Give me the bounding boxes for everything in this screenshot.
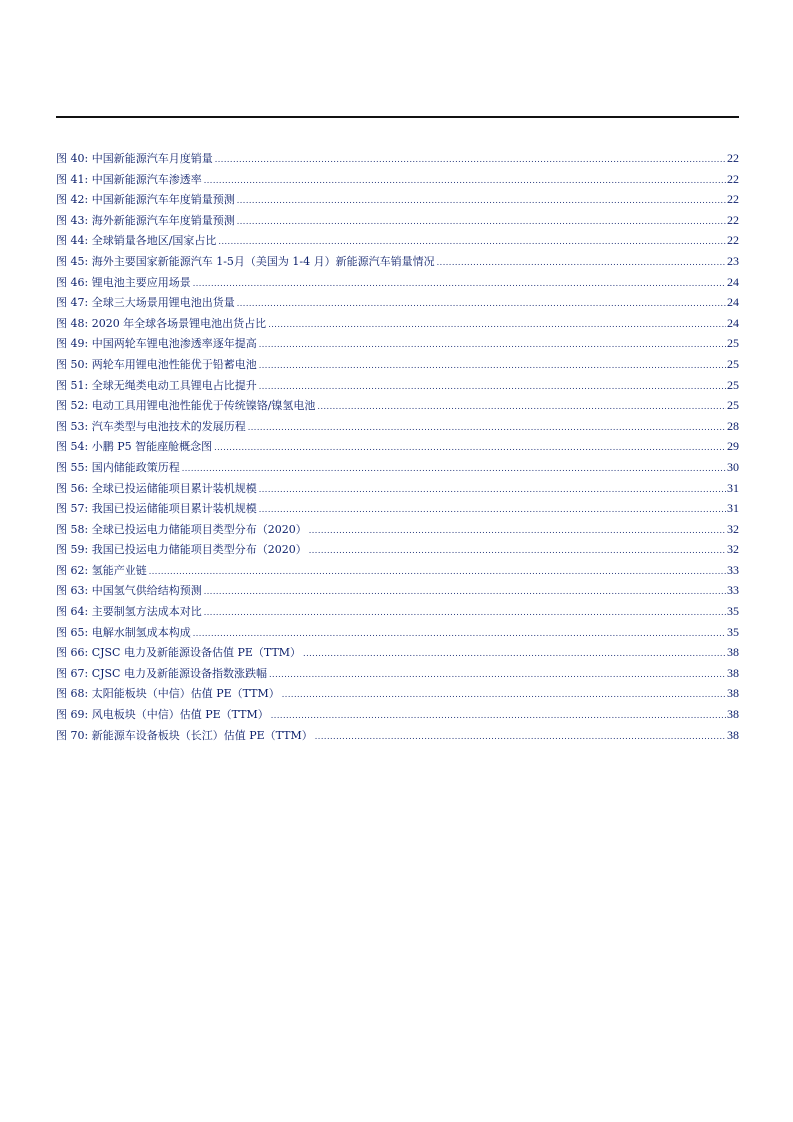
toc-entry-page: 22 [727,212,739,227]
toc-entry-label: 图 44: 全球销量各地区/国家占比 [56,234,217,248]
toc-entry[interactable] [56,354,739,375]
toc-entry-page: 29 [727,439,739,454]
dot-leader [309,541,726,562]
toc-entry-page: 23 [727,253,739,268]
toc-entry-label: 图 50: 两轮车用锂电池性能优于铅蓄电池 [56,357,257,371]
dot-leader [259,335,726,356]
toc-entry-label: 图 40: 中国新能源汽车月度销量 [56,152,213,165]
dot-leader [259,480,726,501]
toc-entry-page: 24 [727,315,739,330]
toc-entry-label: 图 41: 中国新能源汽车渗透率 [56,172,202,186]
toc-entry-label: 图 55: 国内储能政策历程 [56,460,180,474]
toc-entry-page: 22 [727,151,739,165]
toc-entry[interactable] [56,189,739,210]
toc-entry[interactable] [56,498,739,519]
toc-entry[interactable] [56,457,739,478]
toc-entry-page: 31 [727,480,739,495]
toc-entry-page: 31 [727,501,739,516]
toc-entry-label: 图 59: 我国已投运电力储能项目类型分布（2020） [56,543,307,557]
toc-entry-page: 22 [727,192,739,207]
toc-entry[interactable] [56,436,739,457]
toc-entry-label: 图 47: 全球三大场景用锂电池出货量 [56,296,235,310]
toc-entry[interactable] [56,395,739,416]
toc-entry-label: 图 51: 全球无绳类电动工具锂电占比提升 [56,378,257,392]
toc-entry[interactable] [56,416,739,437]
toc-entry[interactable] [56,333,739,354]
toc-entry-page: 38 [727,665,739,680]
toc-entry[interactable] [56,292,739,313]
dot-leader [204,171,726,192]
dot-leader [193,274,726,295]
toc-entry-page: 32 [727,521,739,536]
toc-entry-label: 图 45: 海外主要国家新能源汽车 1-5月（美国为 1-4 月）新能源汽车销量情况 [56,254,435,268]
dot-leader [282,685,726,706]
toc-entry-label: 图 58: 全球已投运电力储能项目类型分布（2020） [56,522,307,536]
toc-entry[interactable] [56,169,739,190]
toc-entry-page: 25 [727,398,739,413]
dot-leader [269,665,726,686]
header-rule [56,116,739,118]
toc-entry-page: 24 [727,295,739,310]
toc-entry[interactable] [56,210,739,231]
dot-leader [215,150,726,171]
toc-entry-label: 图 62: 氢能产业链 [56,563,147,577]
toc-entry-page: 35 [727,604,739,619]
toc-entry-label: 图 52: 电动工具用锂电池性能优于传统镍铬/镍氢电池 [56,399,316,413]
toc-entry-label: 图 49: 中国两轮车锂电池渗透率逐年提高 [56,337,257,351]
toc-entry-page: 22 [727,171,739,186]
toc-entry-label: 图 69: 风电板块（中信）估值 PE（TTM） [56,708,269,722]
toc-entry[interactable] [56,704,739,725]
dot-leader [237,212,726,233]
dot-leader [259,356,726,377]
toc-entry-label: 图 46: 锂电池主要应用场景 [56,275,191,289]
toc-entry-page: 38 [727,707,739,722]
table-of-figures [56,148,739,745]
dot-leader [204,582,726,603]
toc-entry-page: 32 [727,542,739,557]
toc-entry[interactable] [56,230,739,251]
toc-entry-page: 38 [727,645,739,660]
toc-entry-page: 30 [727,459,739,474]
toc-entry[interactable] [56,272,739,293]
toc-entry-page: 24 [727,274,739,289]
toc-entry[interactable] [56,375,739,396]
dot-leader [149,562,726,583]
toc-entry[interactable] [56,519,739,540]
dot-leader [268,315,726,336]
toc-entry[interactable] [56,313,739,334]
toc-entry[interactable] [56,580,739,601]
toc-entry-page: 38 [727,686,739,701]
dot-leader [309,521,726,542]
toc-entry-label: 图 66: CJSC 电力及新能源设备估值 PE（TTM） [56,646,302,660]
dot-leader [237,191,726,212]
toc-entry-label: 图 65: 电解水制氢成本构成 [56,625,191,639]
toc-entry-label: 图 56: 全球已投运储能项目累计装机规模 [56,481,257,495]
toc-entry[interactable] [56,148,739,169]
dot-leader [204,603,726,624]
dot-leader [259,377,726,398]
toc-entry[interactable] [56,539,739,560]
toc-entry[interactable] [56,663,739,684]
toc-entry-page: 33 [727,562,739,577]
toc-entry-page: 28 [727,418,739,433]
toc-entry-label: 图 68: 太阳能板块（中信）估值 PE（TTM） [56,687,280,701]
dot-leader [248,418,726,439]
toc-entry-page: 33 [727,583,739,598]
toc-entry-label: 图 57: 我国已投运储能项目累计装机规模 [56,502,257,516]
toc-entry-page: 25 [727,336,739,351]
toc-entry-label: 图 63: 中国氢气供给结构预测 [56,584,202,598]
toc-entry-label: 图 54: 小鹏 P5 智能座舱概念图 [56,440,213,454]
toc-entry[interactable] [56,601,739,622]
toc-entry-page: 38 [727,727,739,742]
toc-entry-page: 22 [727,233,739,248]
dot-leader [303,644,726,665]
toc-entry[interactable] [56,251,739,272]
toc-entry-page: 35 [727,624,739,639]
toc-entry[interactable] [56,725,739,746]
toc-entry-label: 图 43: 海外新能源汽车年度销量预测 [56,213,235,227]
dot-leader [182,459,726,480]
dot-leader [271,706,726,727]
dot-leader [259,500,726,521]
dot-leader [437,253,726,274]
toc-entry[interactable] [56,560,739,581]
toc-entry-page: 25 [727,356,739,371]
dot-leader [214,438,726,459]
toc-entry-label: 图 53: 汽车类型与电池技术的发展历程 [56,419,246,433]
dot-leader [193,624,726,645]
toc-entry-label: 图 64: 主要制氢方法成本对比 [56,605,202,619]
dot-leader [315,727,726,748]
toc-entry-label: 图 67: CJSC 电力及新能源设备指数涨跌幅 [56,666,267,680]
toc-entry-label: 图 42: 中国新能源汽车年度销量预测 [56,193,235,207]
dot-leader [237,294,726,315]
toc-entry[interactable] [56,478,739,499]
toc-entry[interactable] [56,642,739,663]
toc-entry[interactable] [56,622,739,643]
toc-entry-label: 图 48: 2020 年全球各场景锂电池出货占比 [56,316,267,330]
toc-entry-page: 25 [727,377,739,392]
toc-entry[interactable] [56,683,739,704]
dot-leader [218,232,726,253]
dot-leader [317,397,726,418]
toc-entry-label: 图 70: 新能源车设备板块（长江）估值 PE（TTM） [56,728,313,742]
